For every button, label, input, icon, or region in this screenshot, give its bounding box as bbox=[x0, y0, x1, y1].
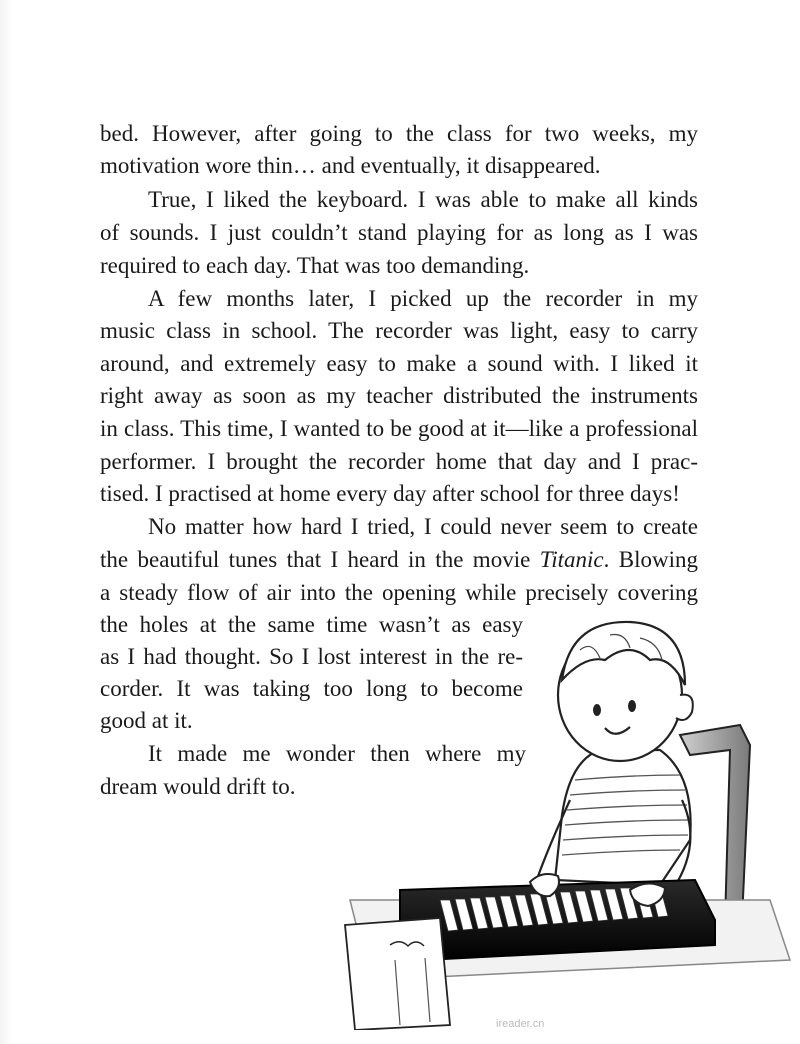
text-line: around, and extremely easy to make a sound with. I liked it bbox=[100, 351, 698, 376]
boy-playing-keyboard-illustration bbox=[330, 600, 800, 1030]
text-line: corder. It was taking too long to become bbox=[100, 676, 523, 701]
text-line: a steady flow of air into the opening while precisely covering bbox=[100, 580, 698, 605]
text-line: A few months later, I picked up the recorder in my bbox=[148, 286, 698, 311]
text-line: good at it. bbox=[100, 708, 193, 733]
text-line: performer. I brought the recorder home that day and I prac- bbox=[100, 449, 698, 474]
text-line: of sounds. I just couldn’t stand playing for as long as I was bbox=[100, 220, 698, 245]
text-line: the holes at the same time wasn’t as easy bbox=[100, 612, 523, 637]
text-line: No matter how hard I tried, I could never seem to create bbox=[148, 514, 698, 539]
text-line: as I had thought. So I lost interest in the re- bbox=[100, 644, 523, 669]
watermark: ireader.cn bbox=[496, 1018, 545, 1030]
text-fragment: the beautiful tunes that I heard in the movie bbox=[100, 547, 540, 572]
torso bbox=[555, 750, 691, 885]
text-line: required to each day. That was too demanding. bbox=[100, 253, 530, 278]
text-line: right away as soon as my teacher distributed the instruments bbox=[100, 383, 698, 408]
text-line: True, I liked the keyboard. I was able to make all kinds bbox=[148, 187, 698, 212]
text-line: in class. This time, I wanted to be good at it—like a professional bbox=[100, 416, 698, 441]
text-fragment: . Blowing bbox=[603, 547, 698, 572]
text-line: bed. However, after going to the class for two weeks, my bbox=[100, 121, 698, 146]
text-line: music class in school. The recorder was light, easy to carry bbox=[100, 318, 698, 343]
text-line: dream would drift to. bbox=[100, 774, 296, 799]
text-line: It made me wonder then where my bbox=[148, 741, 526, 766]
text-line bbox=[100, 544, 698, 576]
text-line: motivation wore thin… and eventually, it disappeared. bbox=[100, 153, 601, 178]
text-line: tised. I practised at home every day after school for three days! bbox=[100, 481, 680, 506]
movie-title: Titanic bbox=[539, 547, 604, 572]
sheet-music-icon bbox=[345, 918, 450, 1030]
